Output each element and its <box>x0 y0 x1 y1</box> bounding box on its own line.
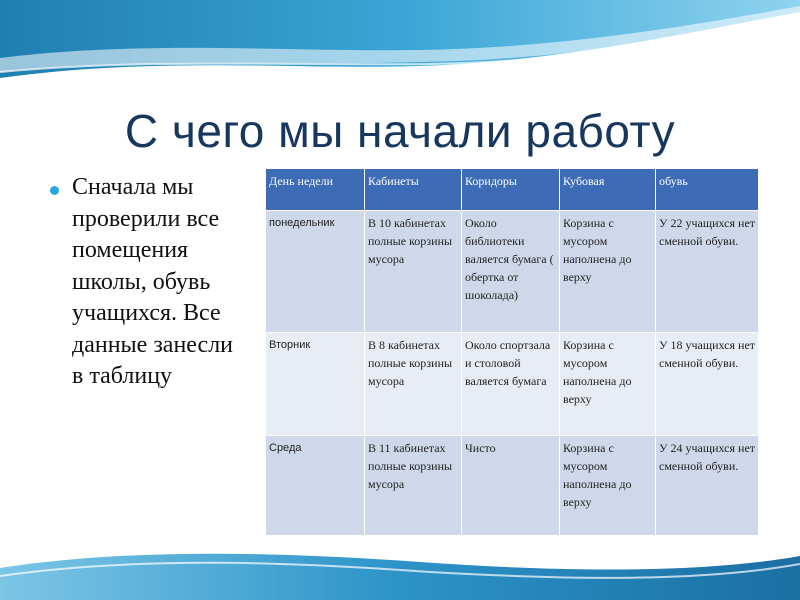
cell-corridors: Около библиотеки валяется бумага ( обертка от шоколада) <box>462 211 560 333</box>
cell-day: Вторник <box>266 333 365 436</box>
cell-boiler-room: Корзина с мусором наполнена до верху <box>560 333 656 436</box>
cell-boiler-room: Корзина с мусором наполнена до верху <box>560 436 656 536</box>
cell-classrooms: В 8 кабинетах полные корзины мусора <box>365 333 462 436</box>
table-header-row <box>266 169 759 211</box>
cell-shoes: У 22 учащихся нет сменной обуви. <box>656 211 759 333</box>
bullet-text: Сначала мы проверили все помещения школы, обувь учащихся. Все данные занесли в таблицу <box>72 174 234 389</box>
cell-classrooms: В 10 кабинетах полные корзины мусора <box>365 211 462 333</box>
header-shoes: обувь <box>656 169 759 211</box>
slide-title: С чего мы начали работу <box>124 105 676 157</box>
bullet-dot-icon <box>50 186 59 195</box>
cell-boiler-room: Корзина с мусором наполнена до верху <box>560 211 656 333</box>
cell-shoes: У 18 учащихся нет сменной обуви. <box>656 333 759 436</box>
cell-corridors: Чисто <box>462 436 560 536</box>
cell-day: Среда <box>266 436 365 536</box>
inspection-table <box>265 168 759 536</box>
table-row <box>266 436 759 536</box>
cell-shoes: У 24 учащихся нет сменной обуви. <box>656 436 759 536</box>
header-boiler-room: Кубовая <box>560 169 656 211</box>
cell-corridors: Около спортзала и столовой валяется бумага <box>462 333 560 436</box>
bullet-item <box>50 172 250 393</box>
header-classrooms: Кабинеты <box>365 169 462 211</box>
cell-day: понедельник <box>266 211 365 333</box>
table-row <box>266 333 759 436</box>
cell-classrooms: В 11 кабинетах полные корзины мусора <box>365 436 462 536</box>
table-row <box>266 211 759 333</box>
header-day: День недели <box>266 169 365 211</box>
header-corridors: Коридоры <box>462 169 560 211</box>
